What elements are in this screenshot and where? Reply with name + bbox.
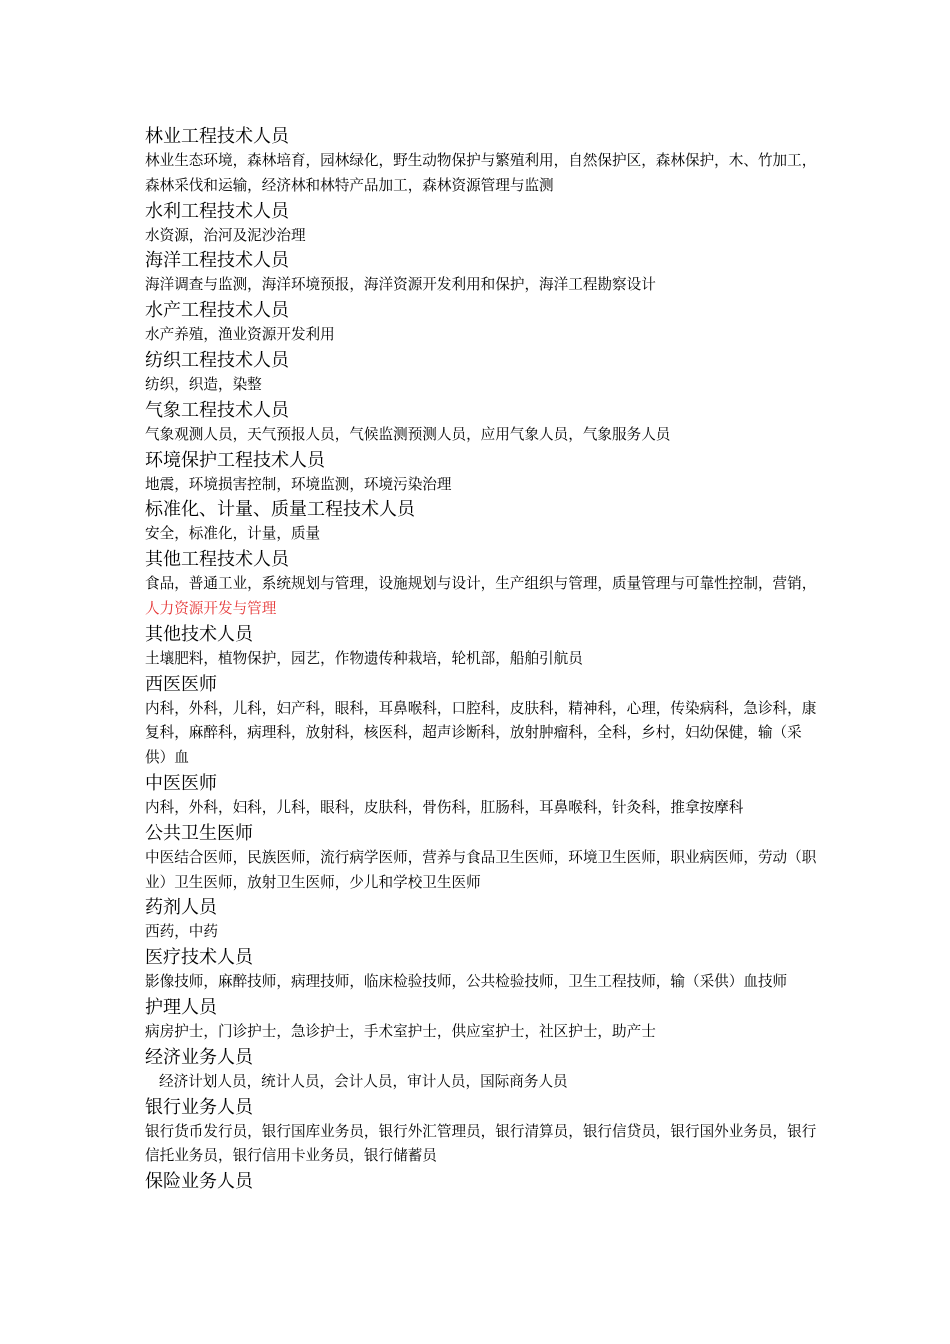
section-heading-western-medicine: 西医医师 — [145, 673, 217, 695]
section-desc-medical-tech: 影像技师，麻醉技师，病理技师，临床检验技师，公共检验技师，卫生工程技师，输（采供）血技师 — [145, 973, 788, 991]
section-desc-pharmacy: 西药，中药 — [145, 923, 218, 941]
section-heading-water: 水利工程技术人员 — [145, 200, 289, 222]
section-desc-western-medicine: 内科，外科，儿科，妇产科，眼科，耳鼻喉科，口腔科，皮肤科，精神科，心理，传染病科，急诊科，康复科，麻醉科，病理科，放射科，核医科，超声诊断科，放射肿瘤科，全科，乡村，妇幼保健，输（采供）血 — [145, 699, 817, 767]
section-heading-banking: 银行业务人员 — [145, 1096, 253, 1118]
section-desc-standards: 安全，标准化，计量，质量 — [145, 525, 321, 543]
section-desc-forestry: 林业生态环境，森林培育，园林绿化，野生动物保护与繁殖利用，自然保护区，森林保护，木、竹加工，森林采伐和运输，经济林和林特产品加工，森林资源管理与监测 — [145, 152, 817, 194]
section-heading-medical-tech: 医疗技术人员 — [145, 947, 253, 969]
section-desc-environment: 地震，环境损害控制，环境监测，环境污染治理 — [145, 475, 452, 493]
section-desc-chinese-medicine: 内科，外科，妇科，儿科，眼科，皮肤科，骨伤科，肛肠科，耳鼻喉科，针灸科，推拿按摩科 — [145, 798, 744, 816]
section-heading-environment: 环境保护工程技术人员 — [145, 449, 325, 471]
section-desc-water: 水资源，治河及泥沙治理 — [145, 226, 306, 244]
section-heading-standards: 标准化、计量、质量工程技术人员 — [145, 499, 415, 521]
section-heading-ocean: 海洋工程技术人员 — [145, 250, 289, 272]
section-desc-textile: 纺织，织造，染整 — [145, 375, 262, 393]
section-desc-other-engineering-text: 食品，普通工业，系统规划与管理，设施规划与设计，生产组织与管理，质量管理与可靠性控制，营销， — [145, 575, 817, 593]
section-heading-chinese-medicine: 中医医师 — [145, 772, 217, 794]
section-desc-economics: 经济计划人员，统计人员，会计人员，审计人员，国际商务人员 — [159, 1072, 568, 1090]
section-heading-economics: 经济业务人员 — [145, 1046, 253, 1068]
section-heading-public-health: 公共卫生医师 — [145, 822, 253, 844]
section-heading-forestry: 林业工程技术人员 — [145, 126, 289, 147]
section-heading-nursing: 护理人员 — [145, 996, 217, 1018]
section-desc-public-health: 中医结合医师，民族医师，流行病学医师，营养与食品卫生医师，环境卫生医师，职业病医师，劳动（职业）卫生医师，放射卫生医师，少儿和学校卫生医师 — [145, 848, 817, 891]
document-body — [145, 124, 820, 1194]
section-desc-nursing: 病房护士，门诊护士，急诊护士，手术室护士，供应室护士，社区护士，助产士 — [145, 1022, 656, 1040]
section-desc-ocean: 海洋调查与监测，海洋环境预报，海洋资源开发利用和保护，海洋工程勘察设计 — [145, 276, 656, 294]
section-heading-textile: 纺织工程技术人员 — [145, 349, 289, 371]
section-heading-meteorology: 气象工程技术人员 — [145, 399, 289, 421]
section-heading-other-engineering: 其他工程技术人员 — [145, 549, 289, 571]
section-heading-aquatic: 水产工程技术人员 — [145, 300, 289, 322]
section-heading-pharmacy: 药剂人员 — [145, 897, 217, 919]
section-heading-insurance: 保险业务人员 — [145, 1171, 253, 1193]
section-desc-meteorology: 气象观测人员，天气预报人员，气候监测预测人员，应用气象人员，气象服务人员 — [145, 425, 671, 443]
section-desc-banking: 银行货币发行员，银行国库业务员，银行外汇管理员，银行清算员，银行信贷员，银行国外业务员，银行信托业务员，银行信用卡业务员，银行储蓄员 — [145, 1122, 817, 1165]
section-desc-other-engineering — [145, 572, 820, 622]
section-heading-other-technical: 其他技术人员 — [145, 623, 253, 645]
section-desc-aquatic: 水产养殖，渔业资源开发利用 — [145, 326, 335, 344]
section-desc-other-technical: 土壤肥料，植物保护，园艺，作物遗传种栽培，轮机部，船舶引航员 — [145, 649, 583, 667]
highlighted-text: 人力资源开发与管理 — [145, 599, 277, 617]
